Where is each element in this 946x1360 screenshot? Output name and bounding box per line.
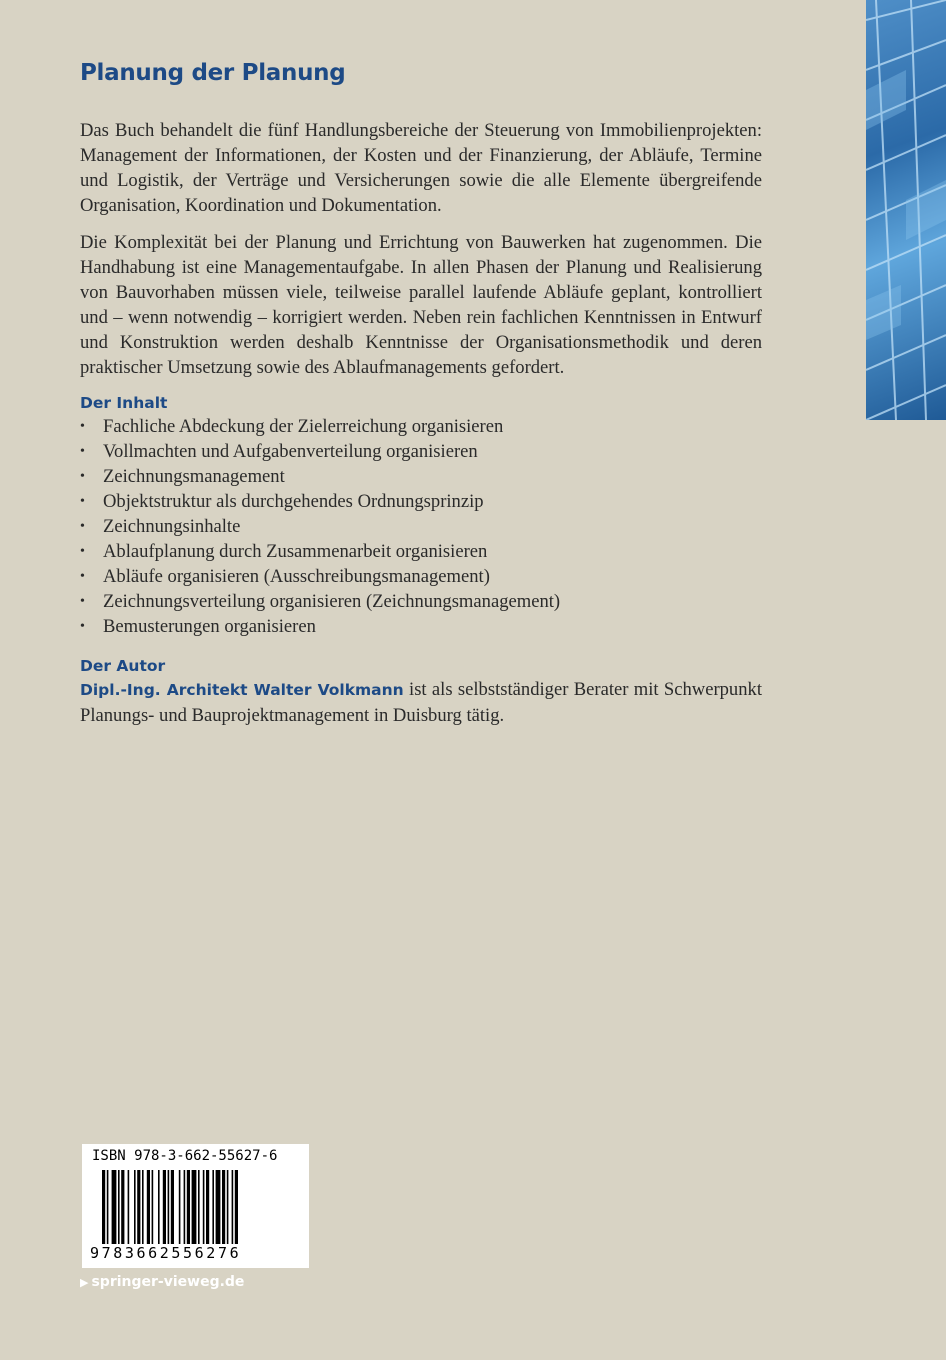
website-link[interactable]: springer-vieweg.de (91, 1274, 245, 1290)
glass-facade-pattern (866, 0, 946, 420)
bullet-icon: • (80, 494, 85, 509)
back-cover-text (80, 60, 762, 728)
barcode-bar (179, 1170, 181, 1244)
barcode-bar (206, 1170, 209, 1244)
barcode-bar (216, 1170, 221, 1244)
barcode-bar (227, 1170, 229, 1244)
isbn-label: ISBN 978-3-662-55627-6 (92, 1148, 278, 1164)
barcode-bar (171, 1170, 174, 1244)
list-item: • Bemusterungen organisieren (80, 616, 316, 637)
barcode-bar (192, 1170, 197, 1244)
list-item: • Zeichnungsmanagement (80, 466, 285, 487)
intro-paragraph-2: Die Komplexität bei der Planung und Errichtung von Bauwerken hat zugenommen. Die Handhabung ist eine Managementaufgabe. In allen Phasen der Planung und Realisierung von Bauvorhaben müssen viele, teilweise parallel laufende Abläufe geplant, kontrolliert und – wenn notwendig – korrigiert werden. Neben rein fachlichen Kenntnissen in Entwurf und Konstruktion werden deshalb Kenntnisse der Organisationsmethodik und deren praktischer Umsetzung sowie des Ablaufmanagements gefordert. (80, 232, 762, 378)
publisher-website[interactable] (80, 1274, 244, 1290)
barcode-digits: 9783662556276 (90, 1244, 242, 1262)
list-item: • Fachliche Abdeckung der Zielerreichung organisieren (80, 416, 504, 437)
list-item: • Zeichnungsinhalte (80, 516, 241, 537)
barcode-bar (118, 1170, 120, 1244)
barcode-bar (187, 1170, 190, 1244)
contents-list (80, 414, 762, 639)
barcode-bar (163, 1170, 166, 1244)
barcode-bar (168, 1170, 170, 1244)
bullet-icon: • (80, 544, 85, 559)
barcode-bar (232, 1170, 234, 1244)
barcode-bar (142, 1170, 144, 1244)
author-bio (80, 677, 762, 728)
bullet-icon: • (80, 444, 85, 459)
barcode-bar (203, 1170, 205, 1244)
barcode-bar (152, 1170, 154, 1244)
barcode-bar (137, 1170, 140, 1244)
barcode-bar (128, 1170, 130, 1244)
intro-paragraph-1: Das Buch behandelt die fünf Handlungsbereiche der Steuerung von Immobilienprojekten: Management der Informationen, der Kosten und der Finanzierung, der Abläufe, Termine und Logistik, der Verträge und Versicherungen sowie die alle Elemente übergreifende Organisation, Koordination und Dokumentation. (80, 120, 762, 216)
barcode-bar (235, 1170, 238, 1244)
author-heading: Der Autor (80, 657, 166, 675)
list-item: • Ablaufplanung durch Zusammenarbeit organisieren (80, 541, 488, 562)
cover-photo-glass-facade (866, 0, 946, 420)
barcode-bar (158, 1170, 160, 1244)
list-item: • Vollmachten und Aufgabenverteilung organisieren (80, 441, 478, 462)
book-title: Planung der Planung (80, 60, 346, 86)
list-item: • Objektstruktur als durchgehendes Ordnungsprinzip (80, 491, 484, 512)
author-name: Dipl.-Ing. Architekt Walter Volkmann (80, 681, 404, 699)
barcode-bar (198, 1170, 200, 1244)
barcode-bar (212, 1170, 214, 1244)
bullet-icon: • (80, 619, 85, 634)
barcode-bars (102, 1170, 292, 1244)
isbn-barcode (82, 1144, 309, 1268)
bullet-icon: • (80, 419, 85, 434)
barcode-bar (112, 1170, 117, 1244)
list-item: • Zeichnungsverteilung organisieren (Zeichnungsmanagement) (80, 591, 561, 612)
contents-heading: Der Inhalt (80, 394, 168, 412)
barcode-bar (107, 1170, 109, 1244)
list-item: • Abläufe organisieren (Ausschreibungsmanagement) (80, 566, 490, 587)
bullet-icon: • (80, 594, 85, 609)
arrow-right-icon: ▶ (80, 1276, 89, 1289)
bullet-icon: • (80, 569, 85, 584)
barcode-bar (121, 1170, 124, 1244)
barcode-bar (222, 1170, 225, 1244)
bullet-icon: • (80, 469, 85, 484)
barcode-bar (184, 1170, 186, 1244)
author-description: ist als selbstständiger Berater mit Schwerpunkt Planungs- und Bauprojektmanagement in Duisburg tätig. (80, 679, 762, 726)
barcode-bar (134, 1170, 136, 1244)
bullet-icon: • (80, 519, 85, 534)
barcode-bar (102, 1170, 105, 1244)
barcode-bar (147, 1170, 150, 1244)
